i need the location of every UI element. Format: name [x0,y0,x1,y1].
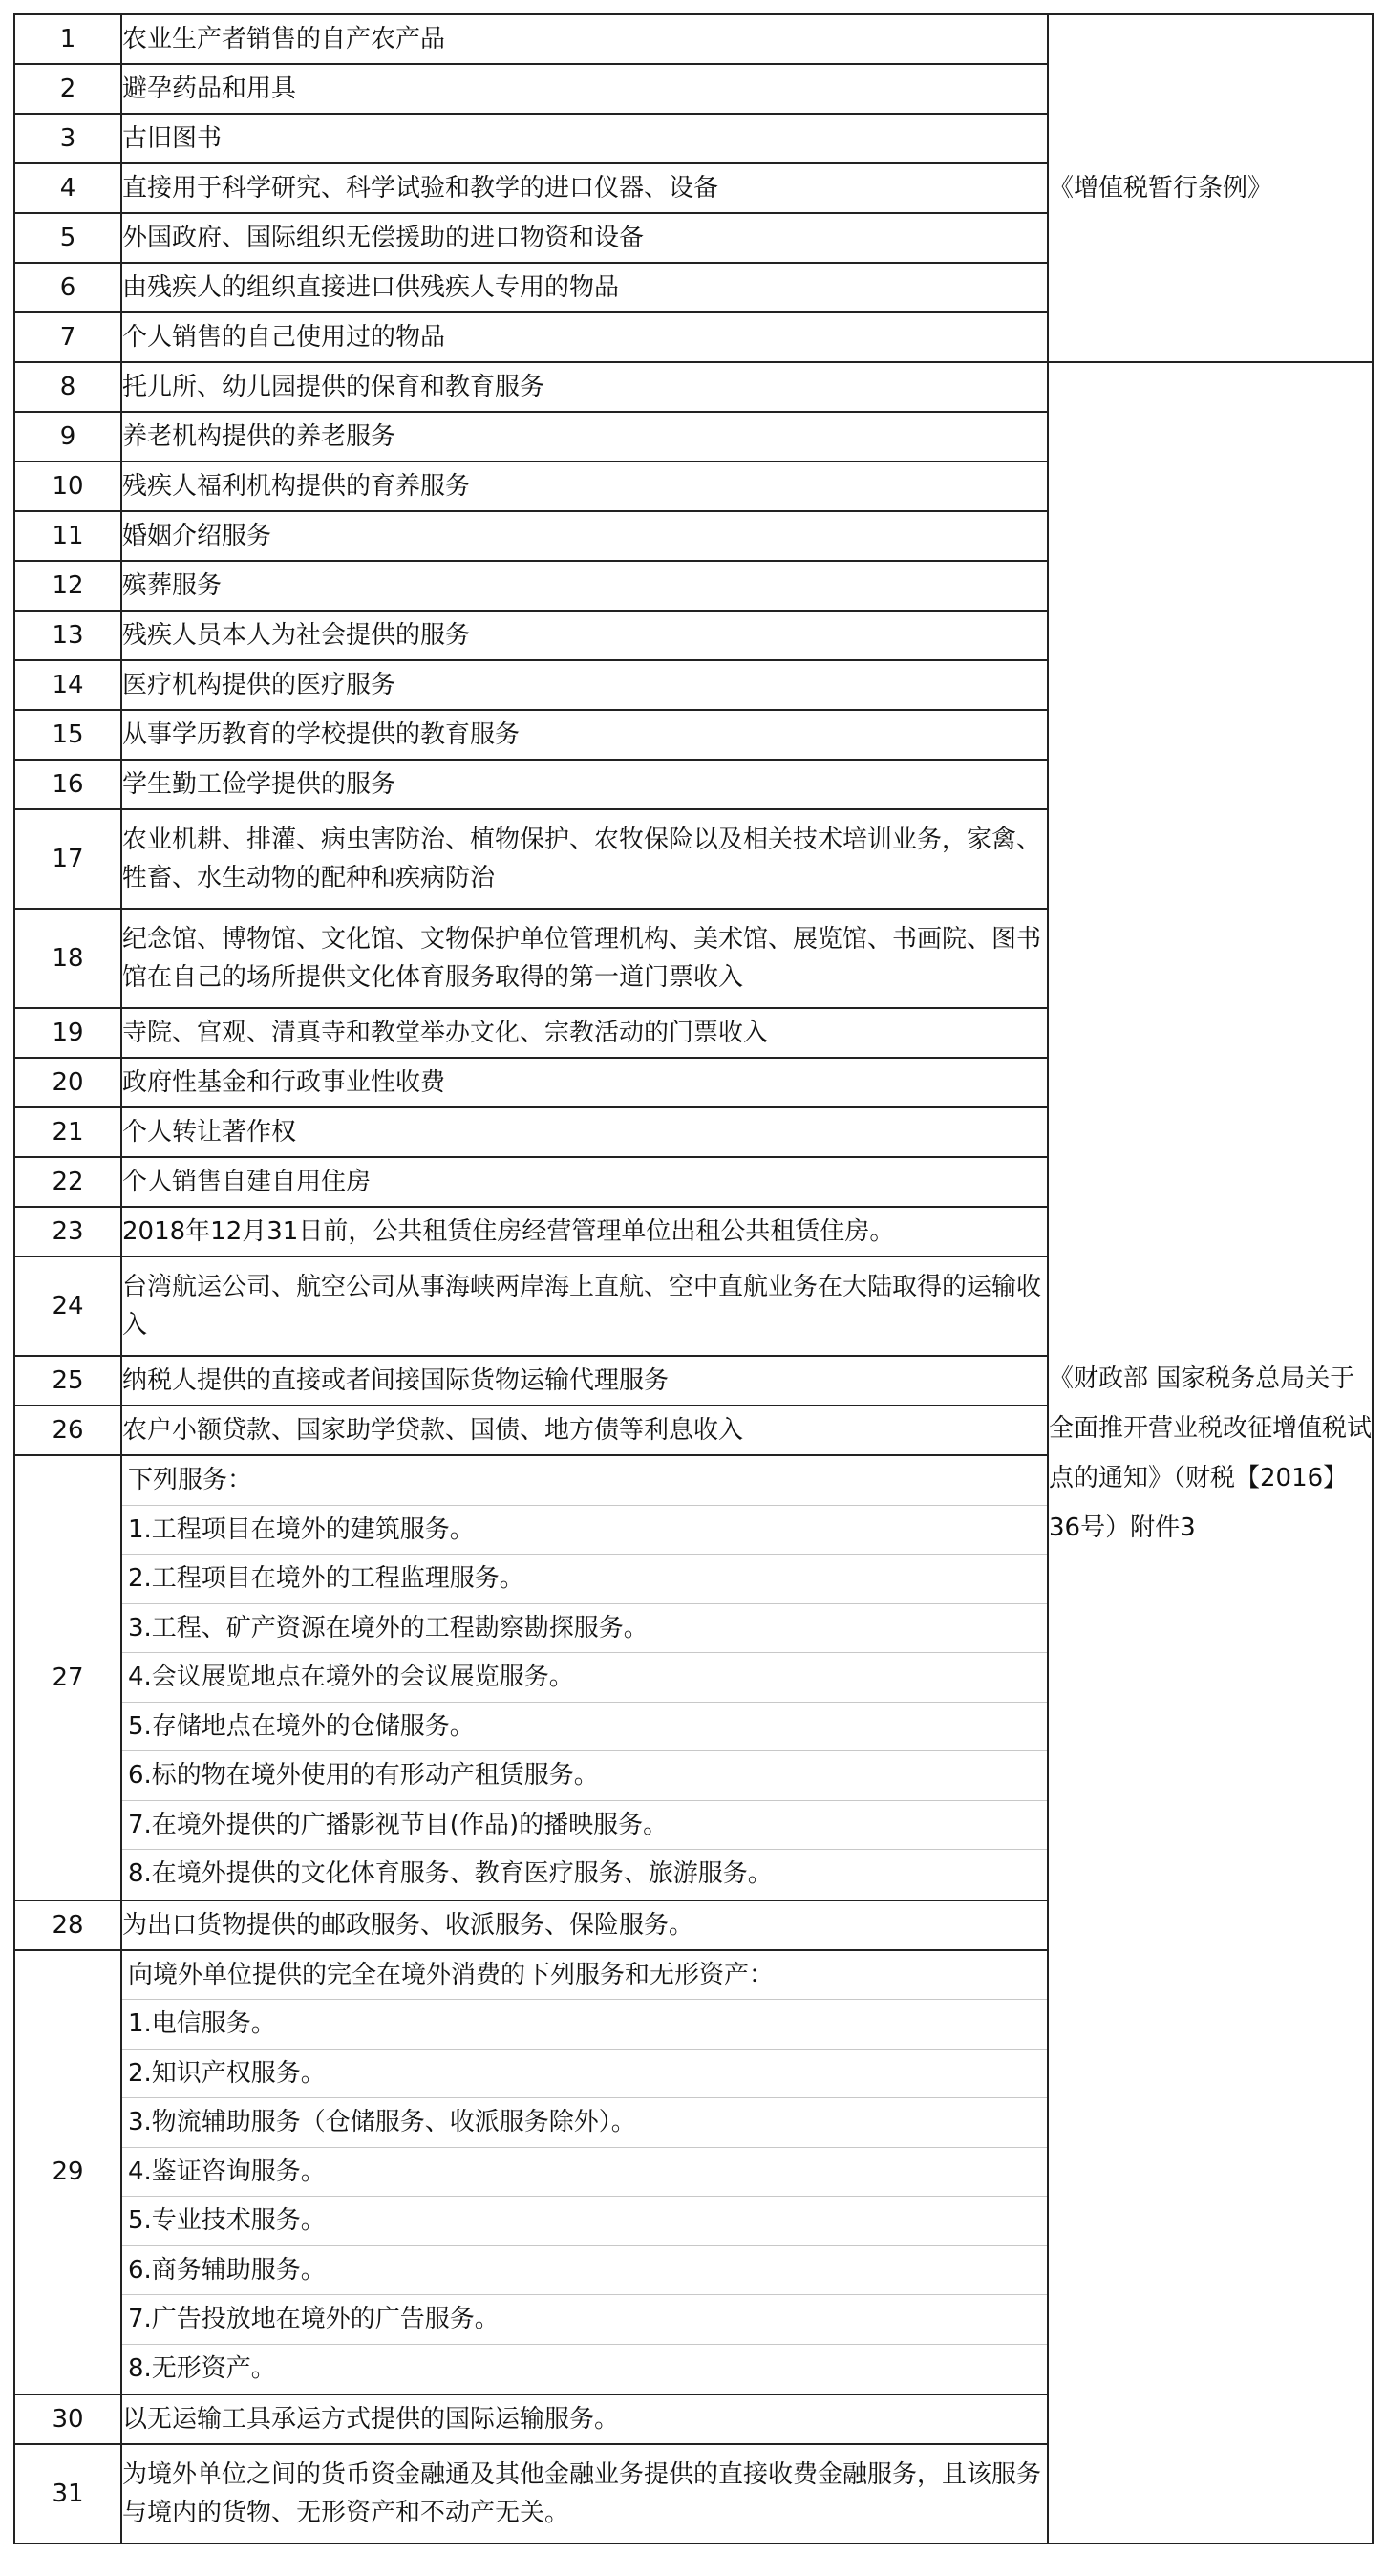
list-item: 2.工程项目在境外的工程监理服务。 [122,1555,1047,1604]
item-text: 直接用于科学研究、科学试验和教学的进口仪器、设备 [121,163,1048,213]
list-item: 6.标的物在境外使用的有形动产租赁服务。 [122,1751,1047,1801]
item-text: 2018年12月31日前，公共租赁住房经营管理单位出租公共租赁住房。 [121,1207,1048,1256]
item-text: 为境外单位之间的货币资金融通及其他金融业务提供的直接收费金融服务，且该服务与境内的货物、无形资产和不动产无关。 [121,2444,1048,2544]
table-row [14,14,1373,64]
row-number: 29 [14,1950,121,2395]
row-number: 2 [14,64,121,114]
item-text: 台湾航运公司、航空公司从事海峡两岸海上直航、空中直航业务在大陆取得的运输收入 [121,1256,1048,1356]
row-number: 15 [14,710,121,760]
item-text: 个人转让著作权 [121,1107,1048,1157]
row-number: 5 [14,213,121,263]
row-number: 1 [14,14,121,64]
list-item: 5.专业技术服务。 [122,2197,1047,2246]
row-number: 6 [14,263,121,312]
row-number: 10 [14,462,121,511]
row-number: 4 [14,163,121,213]
row-number: 8 [14,362,121,412]
item-text: 农户小额贷款、国家助学贷款、国债、地方债等利息收入 [121,1406,1048,1455]
exemption-table [13,13,1374,2544]
row-number: 27 [14,1455,121,1900]
row-number: 31 [14,2444,121,2544]
item-list-cell [121,1950,1048,2395]
item-text: 殡葬服务 [121,561,1048,611]
item-text: 避孕药品和用具 [121,64,1048,114]
row-number: 3 [14,114,121,163]
row-number: 23 [14,1207,121,1256]
item-text: 农业机耕、排灌、病虫害防治、植物保护、农牧保险以及相关技术培训业务，家禽、牲畜、水生动物的配种和疾病防治 [121,809,1048,909]
list-item: 6.商务辅助服务。 [122,2246,1047,2296]
list-item: 5.存储地点在境外的仓储服务。 [122,1703,1047,1752]
item-text: 以无运输工具承运方式提供的国际运输服务。 [121,2394,1048,2444]
item-list-cell [121,1455,1048,1900]
item-text: 残疾人员本人为社会提供的服务 [121,611,1048,660]
item-text: 由残疾人的组织直接进口供残疾人专用的物品 [121,263,1048,312]
table-row [14,362,1373,412]
row-number: 14 [14,660,121,710]
item-text: 残疾人福利机构提供的育养服务 [121,462,1048,511]
row-number: 21 [14,1107,121,1157]
list-item: 8.在境外提供的文化体育服务、教育医疗服务、旅游服务。 [128,1859,773,1888]
item-text: 寺院、宫观、清真寺和教堂举办文化、宗教活动的门票收入 [121,1008,1048,1058]
row-number: 17 [14,809,121,909]
list-item: 3.物流辅助服务（仓储服务、收派服务除外）。 [122,2098,1047,2148]
list-item: 4.鉴证咨询服务。 [122,2148,1047,2198]
item-text: 个人销售自建自用住房 [121,1157,1048,1207]
list-item: 7.在境外提供的广播影视节目(作品)的播映服务。 [122,1801,1047,1851]
item-text: 纳税人提供的直接或者间接国际货物运输代理服务 [121,1356,1048,1406]
row-number: 30 [14,2394,121,2444]
item-text: 婚姻介绍服务 [121,511,1048,561]
source-notice-cell: 《财政部 国家税务总局关于全面推开营业税改征增值税试点的通知》（财税【2016】36号）附件3 [1048,362,1373,2544]
row-number: 13 [14,611,121,660]
row-number: 9 [14,412,121,462]
row-number: 12 [14,561,121,611]
item-text: 农业生产者销售的自产农产品 [121,14,1048,64]
item-text: 医疗机构提供的医疗服务 [121,660,1048,710]
item-text: 学生勤工俭学提供的服务 [121,760,1048,809]
item-text: 个人销售的自己使用过的物品 [121,312,1048,362]
item-text: 古旧图书 [121,114,1048,163]
row-number: 24 [14,1256,121,1356]
row-number: 18 [14,909,121,1008]
list-item: 2.知识产权服务。 [122,2050,1047,2099]
row-number: 25 [14,1356,121,1406]
item-text: 托儿所、幼儿园提供的保育和教育服务 [121,362,1048,412]
row-number: 7 [14,312,121,362]
row-number: 19 [14,1008,121,1058]
list-heading: 下列服务： [122,1456,1047,1506]
list-item: 8.无形资产。 [128,2353,276,2383]
list-item: 7.广告投放地在境外的广告服务。 [122,2295,1047,2345]
row-number: 16 [14,760,121,809]
item-text: 为出口货物提供的邮政服务、收派服务、保险服务。 [121,1900,1048,1950]
list-heading: 向境外单位提供的完全在境外消费的下列服务和无形资产： [122,1951,1047,2001]
row-number: 22 [14,1157,121,1207]
source-regulation-cell: 《增值税暂行条例》 [1048,14,1373,362]
row-number: 28 [14,1900,121,1950]
row-number: 11 [14,511,121,561]
item-text: 纪念馆、博物馆、文化馆、文物保护单位管理机构、美术馆、展览馆、书画院、图书馆在自己的场所提供文化体育服务取得的第一道门票收入 [121,909,1048,1008]
list-item: 4.会议展览地点在境外的会议展览服务。 [122,1653,1047,1703]
list-item: 3.工程、矿产资源在境外的工程勘察勘探服务。 [122,1604,1047,1654]
row-number: 20 [14,1058,121,1107]
item-text: 政府性基金和行政事业性收费 [121,1058,1048,1107]
row-number: 26 [14,1406,121,1455]
list-item: 1.工程项目在境外的建筑服务。 [122,1506,1047,1556]
item-text: 外国政府、国际组织无偿援助的进口物资和设备 [121,213,1048,263]
item-text: 从事学历教育的学校提供的教育服务 [121,710,1048,760]
item-text: 养老机构提供的养老服务 [121,412,1048,462]
list-item: 1.电信服务。 [122,2000,1047,2050]
